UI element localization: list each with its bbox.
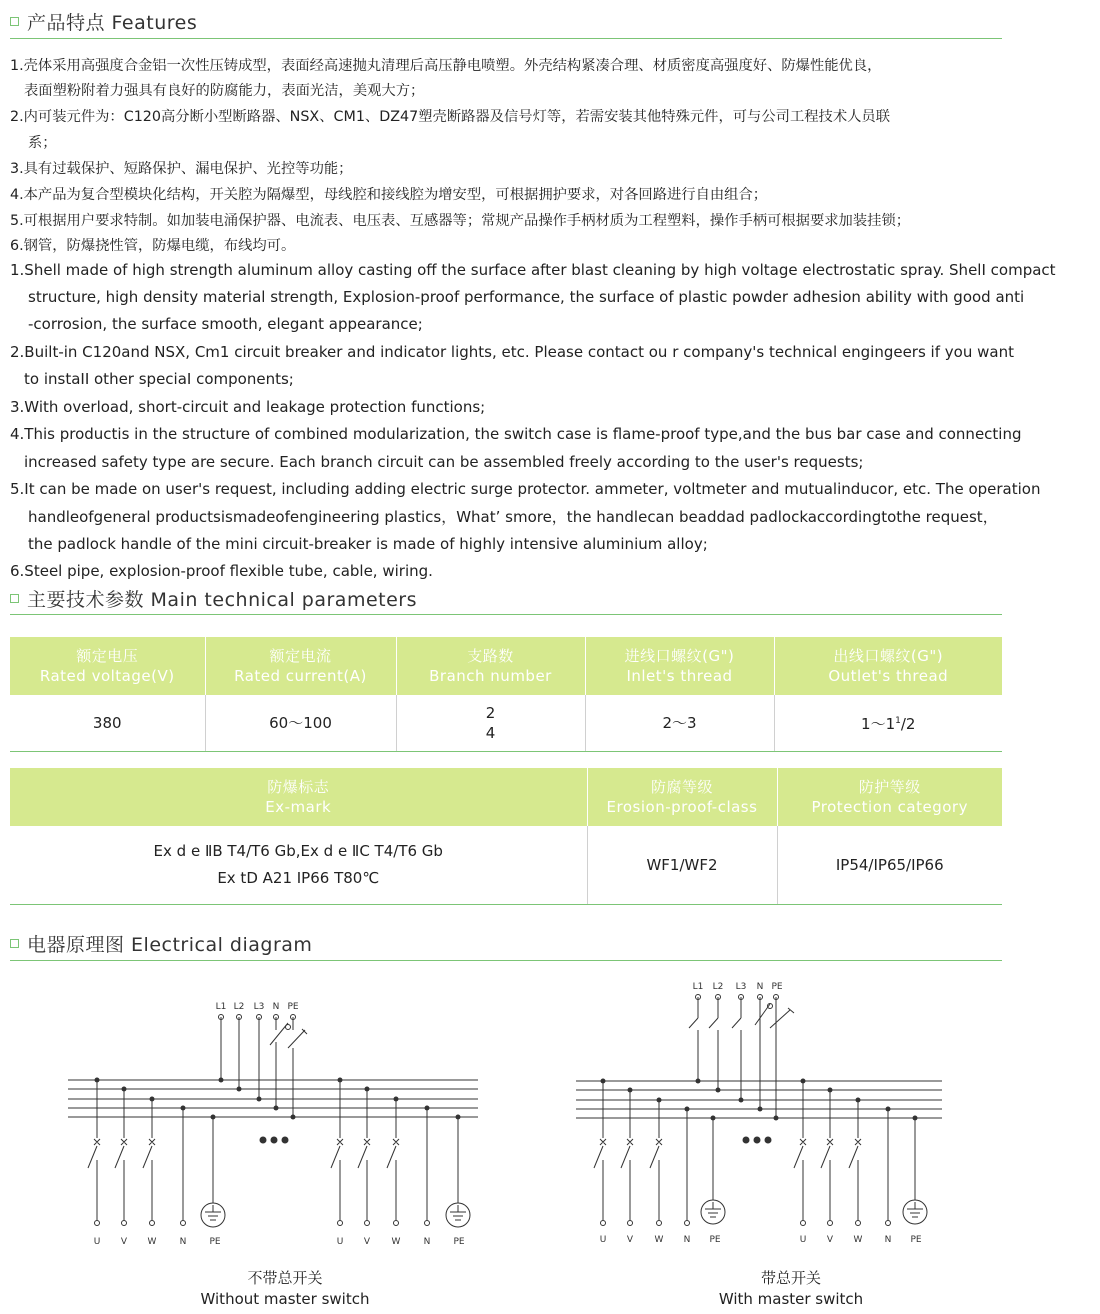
feature-en-line: 3.With overload, short-circuit and leakage protection functions; [10,398,486,416]
header-protection-category: 防护等级 Protection category [777,768,1002,826]
label-l2: L2 [712,982,724,992]
label-pe: PE [453,1237,465,1247]
feature-en-line: -corrosion, the surface smooth, elegant appearance; [28,315,423,333]
cell-ex-mark: Ex d e ⅡB T4/T6 Gb,Ex d e ⅡC T4/T6 Gb Ex tD A21 IP66 T80℃ [10,826,587,904]
label-n: N [179,1237,187,1247]
cell-outlet: $1\sim 1^1/2$ [774,695,1002,751]
feature-cn-line: 系； [28,135,57,151]
cell-voltage: 380 [10,695,205,751]
header-erosion-class: 防腐等级 Erosion-proof-class [587,768,777,826]
label-l3: L3 [735,982,747,992]
feature-cn-line: 4.本产品为复合型模块化结构，开关腔为隔爆型，母线腔和接线腔为增安型，可根据拥护要求，对各回路进行自由组合； [10,187,768,203]
label-pe: PE [771,982,783,992]
header-inlet-thread: 进线口螺纹(G") Inlet's thread [585,637,774,695]
label-v: V [363,1237,371,1247]
label-v: V [120,1237,128,1247]
label-pe: PE [287,1002,299,1012]
label-pe: PE [910,1235,922,1245]
header-ex-mark: 防爆标志 Ex-mark [10,768,587,826]
feature-en-line: the padlock handle of the mini circuit-breaker is made of highly intensive aluminium alloy; [28,535,708,553]
diagram-title: 电器原理图 Electrical diagram [27,934,313,956]
header-branch-number: 支路数 Branch number [396,637,585,695]
label-pe: PE [709,1235,721,1245]
label-w: W [853,1235,863,1245]
label-l1: L1 [692,982,704,992]
label-u: U [799,1235,807,1245]
feature-en-line: structure, high density material strength, Explosion-proof performance, the surface of plastic powder adhesion abiIity with good anti [28,288,1025,306]
label-u: U [93,1237,101,1247]
feature-cn-line: 6.钢管，防爆挠性管，防爆电缆，布线均可。 [10,238,296,254]
label-v: V [626,1235,634,1245]
feature-cn-line: 表面塑粉附着力强具有良好的防腐能力，表面光洁，美观大方； [24,83,425,99]
label-n: N [756,982,764,992]
label-w: W [654,1235,664,1245]
header-rated-current: 额定电流 Rated current(A) [205,637,396,695]
feature-en-line: 1.Shell made of high strength aluminum alloy casting off the surface after blast cleaning by high voltage electrostatic spray. ShelI compact [10,261,1056,279]
caption-without-master-switch: 不带总开关 Without master switch [200,1269,370,1308]
params-title: 主要技术参数 Main technical parameters [27,589,417,611]
features-title: 产品特点 Features [27,12,198,34]
cell-erosion: WF1/WF2 [587,826,777,904]
label-w: W [147,1237,157,1247]
cell-inlet: 2～3 [585,695,774,751]
header-outlet-thread: 出线口螺纹(G") Outlet's thread [774,637,1002,695]
caption-with-master-switch: 带总开关 With master switch [718,1269,864,1308]
label-w: W [391,1237,401,1247]
label-n: N [272,1002,280,1012]
label-n: N [683,1235,691,1245]
label-l1: L1 [215,1002,227,1012]
label-l3: L3 [253,1002,265,1012]
feature-en-line: 2.Built-in C120and NSX, Cm1 circuit breaker and indicator lights, etc. Please contact ou r company's technical engingeers if you want [10,343,1014,361]
feature-en-line: increased safety type are secure. Each branch circuit can be assembled freely according to the user's requests; [24,453,864,471]
feature-cn-line: 5.可根据用户要求特制。如加装电涌保护器、电流表、电压表、互感器等；常规产品操作手柄材质为工程塑料，操作手柄可根据要求加装挂锁； [10,213,911,229]
cell-protection: IP54/IP65/IP66 [777,826,1002,904]
cell-branch: 2 4 [396,695,585,751]
label-u: U [336,1237,344,1247]
label-v: V [826,1235,834,1245]
label-u: U [599,1235,607,1245]
label-n: N [884,1235,892,1245]
label-l2: L2 [233,1002,245,1012]
feature-en-line: 4.This productis in the structure of combined modularization, the switch case is flame-proof type,and the bus bar case and connecting [10,425,1022,443]
feature-cn-line: 1.壳体采用高强度合金铝一次性压铸成型，表面经高速抛丸清理后高压静电喷塑。外壳结构紧凑合理、材质密度高强度好、防爆性能优良， [10,58,882,74]
label-n: N [423,1237,431,1247]
cell-current: 60～100 [205,695,396,751]
feature-en-line: 6.Steel pipe, explosion-proof flexible tube, cable, wiring. [10,562,433,580]
feature-cn-line: 3.具有过载保护、短路保护、漏电保护、光控等功能； [10,161,353,177]
feature-cn-line: 2.内可装元件为：C120高分断小型断路器、NSX、CM1、DZ47塑壳断路器及信号灯等，若需安装其他特殊元件，可与公司工程技术人员联 [10,109,891,125]
feature-en-line: handleofgeneral productsismadeofengineering plastics，What’ smore，the handlecan beaddad padlockaccordingtothe request， [28,508,998,526]
label-pe: PE [209,1237,221,1247]
feature-en-line: 5.It can be made on user's request, including adding electric surge protector. ammeter, voltmeter and mutualinducor, etc. The operation [10,480,1041,498]
header-rated-voltage: 额定电压 Rated voltage(V) [10,637,205,695]
feature-en-line: to instaII other speciaI components; [24,370,294,388]
